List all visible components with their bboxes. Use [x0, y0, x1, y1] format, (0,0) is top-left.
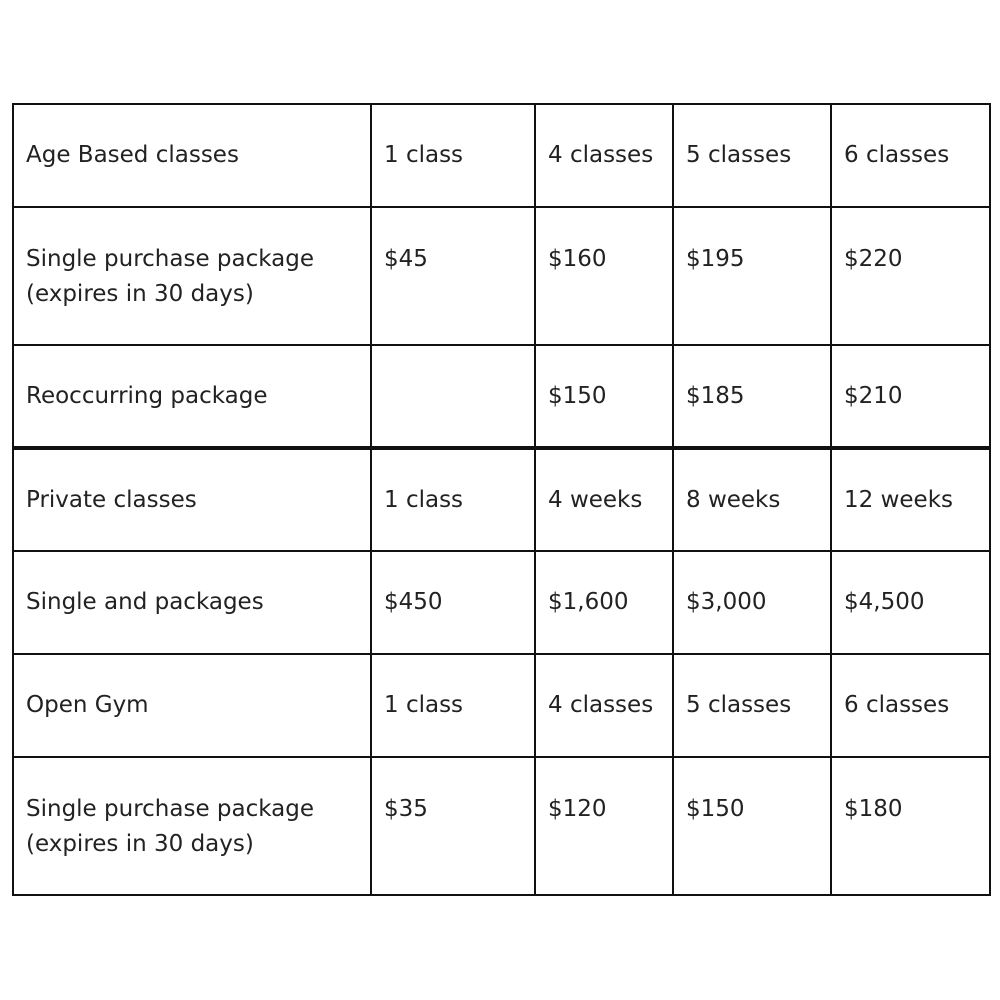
table-cell: 4 weeks — [535, 448, 673, 551]
table-cell: 1 class — [371, 104, 535, 207]
table-cell: $185 — [673, 345, 831, 448]
table-cell: 6 classes — [831, 104, 990, 207]
table-cell: $4,500 — [831, 551, 990, 654]
table-cell: $150 — [535, 345, 673, 448]
table-row-open-gym-header — [13, 654, 990, 757]
row-label: Private classes — [13, 448, 371, 551]
row-label: Single purchase package (expires in 30 days) — [13, 207, 371, 345]
table-cell: 1 class — [371, 654, 535, 757]
table-row-private-prices — [13, 551, 990, 654]
table-cell: $160 — [535, 207, 673, 345]
table-cell: $150 — [673, 757, 831, 895]
table-cell: $195 — [673, 207, 831, 345]
table-cell: 12 weeks — [831, 448, 990, 551]
table-cell: 5 classes — [673, 654, 831, 757]
table-cell: $45 — [371, 207, 535, 345]
table-cell: $210 — [831, 345, 990, 448]
table-row-age-based-header — [13, 104, 990, 207]
row-label: Open Gym — [13, 654, 371, 757]
table-cell: 4 classes — [535, 104, 673, 207]
table-cell: 4 classes — [535, 654, 673, 757]
row-label: Single purchase package (expires in 30 days) — [13, 757, 371, 895]
table-row-age-based-single — [13, 207, 990, 345]
table-row-private-header — [13, 448, 990, 551]
row-label: Single and packages — [13, 551, 371, 654]
table-cell: 8 weeks — [673, 448, 831, 551]
table-cell: $3,000 — [673, 551, 831, 654]
pricing-table — [12, 103, 991, 896]
table-cell: $35 — [371, 757, 535, 895]
row-label: Age Based classes — [13, 104, 371, 207]
table-cell: $450 — [371, 551, 535, 654]
table-row-open-gym-single — [13, 757, 990, 895]
table-cell-empty — [371, 345, 535, 448]
table-cell: $180 — [831, 757, 990, 895]
row-label: Reoccurring package — [13, 345, 371, 448]
table-row-age-based-reoccurring — [13, 345, 990, 448]
table-cell: $120 — [535, 757, 673, 895]
table-cell: $1,600 — [535, 551, 673, 654]
table-cell: 6 classes — [831, 654, 990, 757]
table-cell: 1 class — [371, 448, 535, 551]
table-cell: $220 — [831, 207, 990, 345]
table-cell: 5 classes — [673, 104, 831, 207]
